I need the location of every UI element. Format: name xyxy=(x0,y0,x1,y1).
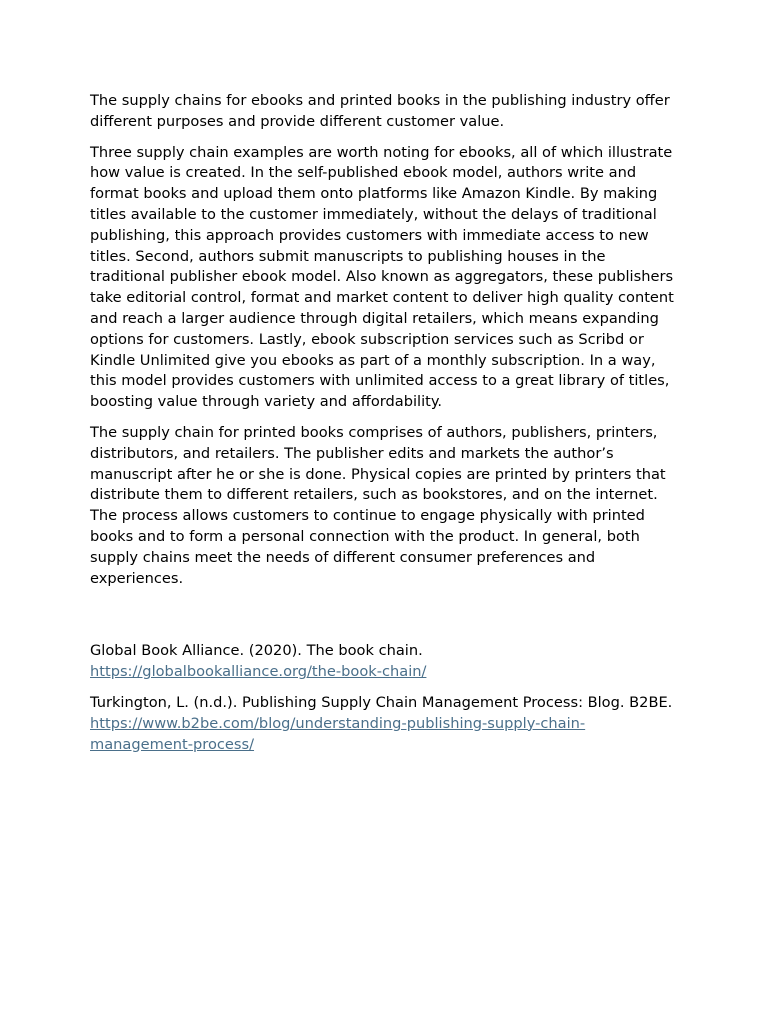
reference-entry-2 xyxy=(90,693,682,755)
paragraph-ebook-supply-chains: Three supply chain examples are worth noting for ebooks, all of which illustrate how value is created. In the self-published ebook model, authors write and format books and upload them onto platforms like Amazon Kindle. By making titles available to the customer immediately, without the delays of traditional publishing, this approach provides customers with immediate access to new titles. Second, authors submit manuscripts to publishing houses in the traditional publisher ebook model. Also known as aggregators, these publishers take editorial control, format and market content to deliver high quality content and reach a larger audience through digital retailers, which means expanding options for customers. Lastly, ebook subscription services such as Scribd or Kindle Unlimited give you ebooks as part of a monthly subscription. In a way, this model provides customers with unlimited access to a great library of titles, boosting value through variety and affordability. xyxy=(90,143,674,411)
reference-text: Global Book Alliance. (2020). The book chain. xyxy=(90,642,423,660)
document-page xyxy=(90,91,682,765)
paragraph-intro: The supply chains for ebooks and printed books in the publishing industry offer different purposes and provide different customer value. xyxy=(90,92,670,130)
reference-entry-1 xyxy=(90,641,682,683)
reference-text: Turkington, L. (n.d.). Publishing Supply Chain Management Process: Blog. B2BE. xyxy=(90,693,673,711)
reference-link[interactable]: https://www.b2be.com/blog/understanding-publishing-supply-chain-management-process/ xyxy=(90,714,586,753)
reference-link[interactable]: https://globalbookalliance.org/the-book-chain/ xyxy=(90,663,427,681)
section-spacer xyxy=(90,599,682,641)
paragraph-printed-book-supply-chain: The supply chain for printed books comprises of authors, publishers, printers, distributors, and retailers. The publisher edits and markets the author’s manuscript after he or she is done. Physical copies are printed by printers that distribute them to different retailers, such as bookstores, and on the internet. The process allows customers to continue to engage physically with printed books and to form a personal connection with the product. In general, both supply chains meet the needs of different consumer preferences and experiences. xyxy=(90,423,666,587)
